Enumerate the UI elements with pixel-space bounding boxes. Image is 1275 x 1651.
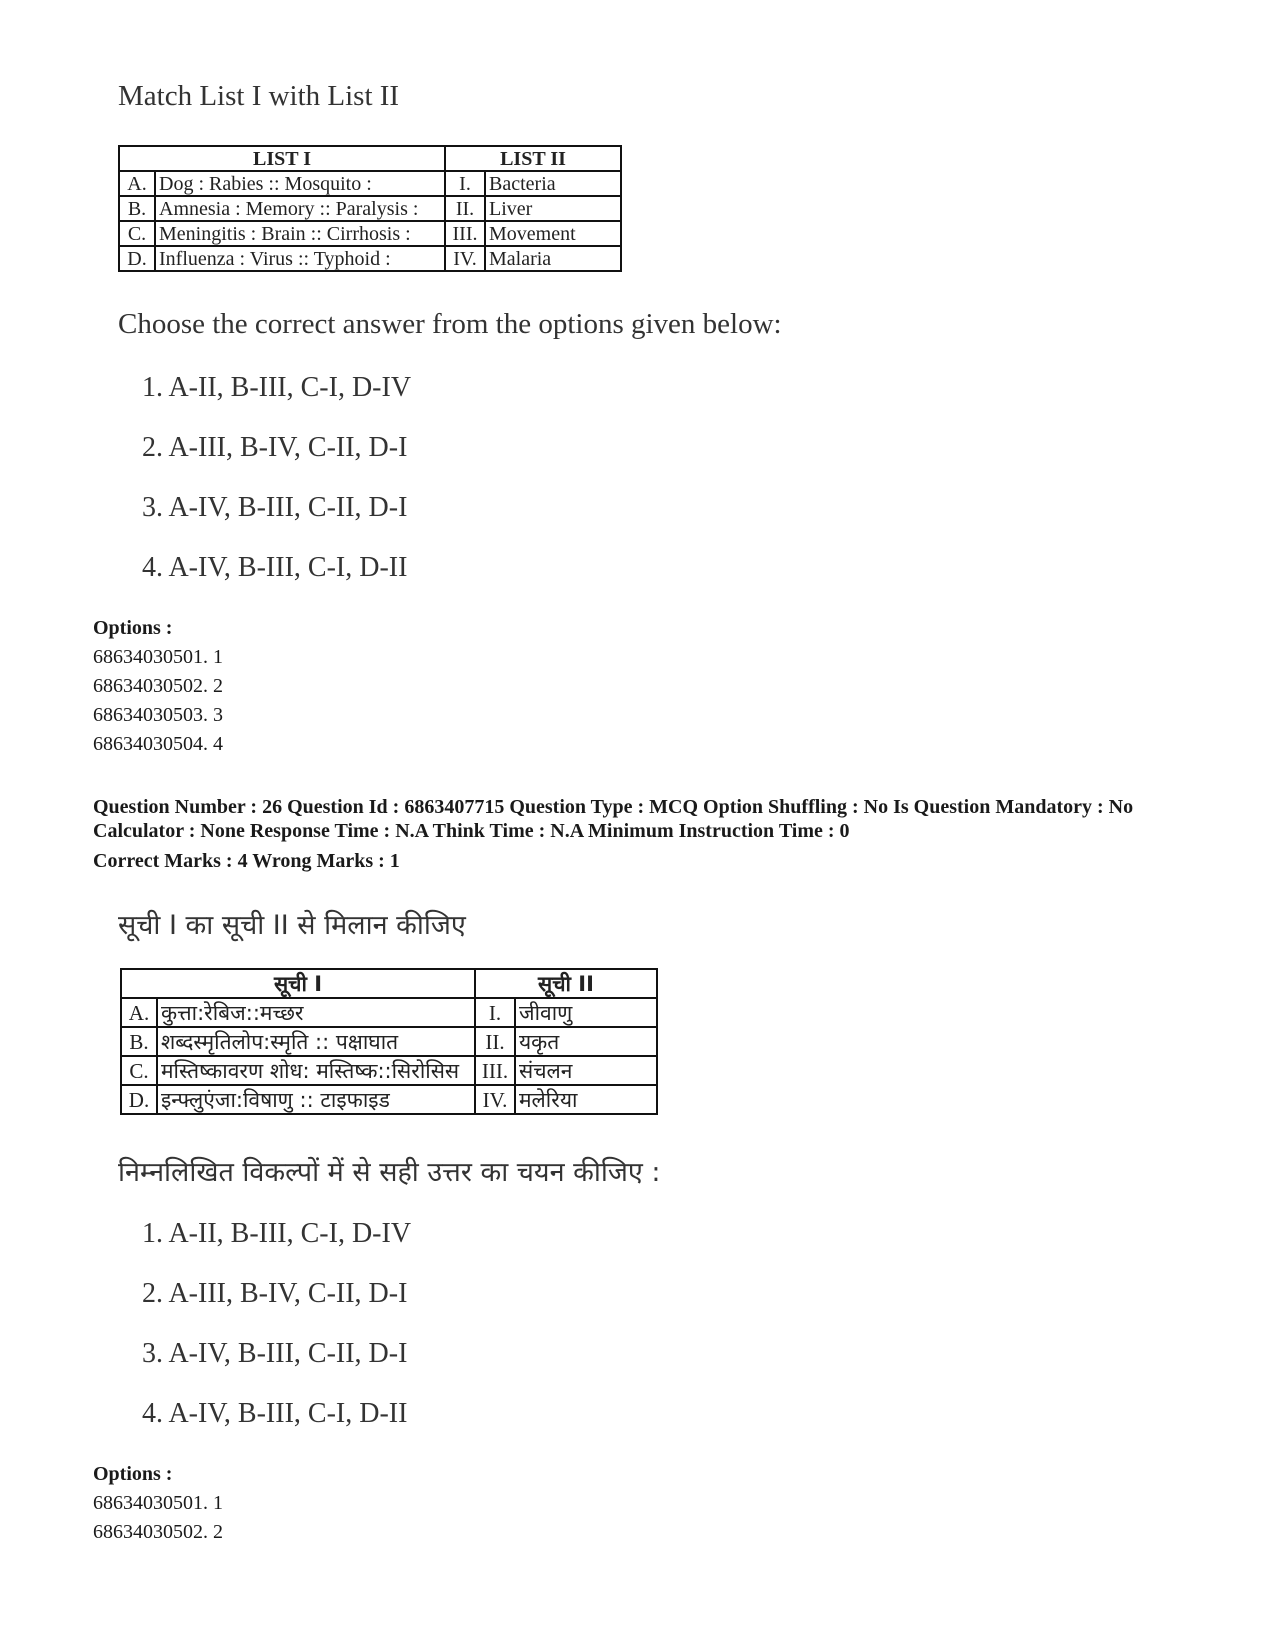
answer-choice-1: 1. A-II, B-III, C-I, D-IV	[142, 1218, 412, 1249]
row-key: III.	[475, 1056, 515, 1085]
option-id: 68634030502. 2	[93, 1521, 223, 1543]
table-row	[119, 246, 621, 271]
row-item: Liver	[485, 196, 621, 221]
row-key: B.	[121, 1027, 157, 1056]
question-meta: Question Number : 26 Question Id : 6863407715 Question Type : MCQ Option Shuffling : No Is Question Mandatory : No Calculator : None Response Time : N.A Think Time : N.A Minimum Instruction Time : 0	[93, 796, 1134, 842]
row-item: मस्तिष्कावरण शोध: मस्तिष्क::सिरोसिस	[157, 1056, 475, 1085]
table-row	[121, 998, 657, 1027]
answer-choice-3: 3. A-IV, B-III, C-II, D-I	[142, 492, 408, 523]
list-two-header: LIST II	[445, 146, 621, 171]
table-row	[121, 1085, 657, 1114]
row-key: B.	[119, 196, 155, 221]
row-item: Malaria	[485, 246, 621, 271]
list-one-header: सूची I	[121, 969, 475, 998]
row-item: Influenza : Virus :: Typhoid :	[155, 246, 445, 271]
row-item: मलेरिया	[515, 1085, 657, 1114]
list-two-header: सूची II	[475, 969, 657, 998]
option-id: 68634030503. 3	[93, 704, 223, 726]
option-id: 68634030501. 1	[93, 646, 223, 668]
table-row	[119, 221, 621, 246]
answer-choice-4: 4. A-IV, B-III, C-I, D-II	[142, 1398, 408, 1429]
table-row	[121, 1056, 657, 1085]
options-label: Options :	[93, 1463, 173, 1485]
row-key: IV.	[445, 246, 485, 271]
row-item: जीवाणु	[515, 998, 657, 1027]
options-label: Options :	[93, 617, 173, 639]
table-row	[121, 1027, 657, 1056]
row-key: II.	[475, 1027, 515, 1056]
row-item: कुत्ता:रेबिज::मच्छर	[157, 998, 475, 1027]
option-id: 68634030504. 4	[93, 733, 223, 755]
row-key: A.	[119, 171, 155, 196]
row-item: Amnesia : Memory :: Paralysis :	[155, 196, 445, 221]
row-item: Dog : Rabies :: Mosquito :	[155, 171, 445, 196]
row-item: Bacteria	[485, 171, 621, 196]
marks-meta: Correct Marks : 4 Wrong Marks : 1	[93, 850, 400, 872]
table-row	[119, 171, 621, 196]
option-id: 68634030501. 1	[93, 1492, 223, 1514]
row-key: I.	[475, 998, 515, 1027]
row-key: C.	[119, 221, 155, 246]
row-item: Movement	[485, 221, 621, 246]
table-header-row	[119, 146, 621, 171]
answer-choice-4: 4. A-IV, B-III, C-I, D-II	[142, 552, 408, 583]
answer-choice-2: 2. A-III, B-IV, C-II, D-I	[142, 1278, 408, 1309]
answer-choice-1: 1. A-II, B-III, C-I, D-IV	[142, 372, 412, 403]
row-item: संचलन	[515, 1056, 657, 1085]
instruction-text: Choose the correct answer from the options given below:	[118, 308, 782, 340]
row-key: D.	[119, 246, 155, 271]
question-title: Match List I with List II	[118, 80, 400, 112]
row-item: शब्दस्मृतिलोप:स्मृति :: पक्षाघात	[157, 1027, 475, 1056]
row-key: IV.	[475, 1085, 515, 1114]
table-header-row	[121, 969, 657, 998]
table-row	[119, 196, 621, 221]
match-table	[118, 145, 622, 272]
row-item: यकृत	[515, 1027, 657, 1056]
row-item: Meningitis : Brain :: Cirrhosis :	[155, 221, 445, 246]
answer-choice-2: 2. A-III, B-IV, C-II, D-I	[142, 432, 408, 463]
answer-choice-3: 3. A-IV, B-III, C-II, D-I	[142, 1338, 408, 1369]
row-key: III.	[445, 221, 485, 246]
option-id: 68634030502. 2	[93, 675, 223, 697]
list-one-header: LIST I	[119, 146, 445, 171]
row-key: A.	[121, 998, 157, 1027]
row-item: इन्फ्लुएंजा:विषाणु :: टाइफाइड	[157, 1085, 475, 1114]
match-table	[120, 968, 658, 1115]
question-title: सूची I का सूची II से मिलान कीजिए	[118, 910, 466, 941]
instruction-text: निम्नलिखित विकल्पों में से सही उत्तर का चयन कीजिए :	[118, 1157, 661, 1188]
row-key: C.	[121, 1056, 157, 1085]
row-key: D.	[121, 1085, 157, 1114]
row-key: I.	[445, 171, 485, 196]
row-key: II.	[445, 196, 485, 221]
